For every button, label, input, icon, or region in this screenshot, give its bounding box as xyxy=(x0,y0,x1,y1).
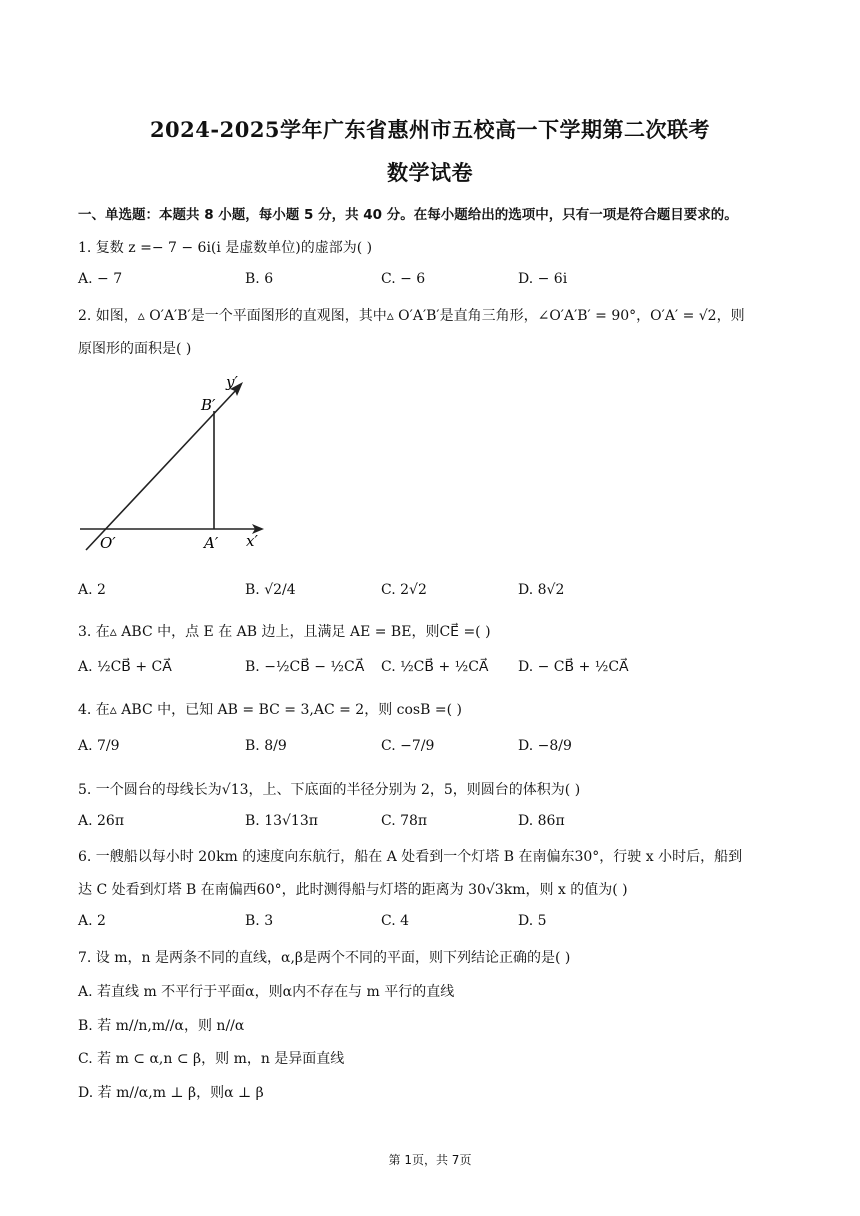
q3-option-b: B. −½CB⃗ − ½CA⃗ xyxy=(245,659,365,675)
q6-option-a: A. 2 xyxy=(78,913,106,929)
q6-option-c: C. 4 xyxy=(381,913,410,929)
label-x-axis: x′ xyxy=(246,532,258,550)
q3-option-c: C. ½CB⃗ + ½CA⃗ xyxy=(381,659,489,675)
question-3-stem: 3. 在▵ ABC 中，点 E 在 AB 边上，且满足 AE = BE，则CE⃗ =( ) xyxy=(78,624,491,640)
q3-option-a: A. ½CB⃗ + CA⃗ xyxy=(78,659,172,675)
q7-option-b: B. 若 m//n,m//α，则 n//α xyxy=(78,1018,245,1034)
label-y-axis: y′ xyxy=(226,373,238,391)
q6-option-b: B. 3 xyxy=(245,913,274,929)
q2-option-b: B. √2/4 xyxy=(245,582,296,598)
q5-option-b: B. 13√13π xyxy=(245,813,318,829)
q5-option-d: D. 86π xyxy=(518,813,565,829)
page-footer: 第 1页，共 7页 xyxy=(388,1153,472,1167)
q2-option-a: A. 2 xyxy=(78,582,106,598)
q3-option-d: D. − CB⃗ + ½CA⃗ xyxy=(518,659,629,675)
q7-option-c: C. 若 m ⊂ α,n ⊂ β，则 m，n 是异面直线 xyxy=(78,1051,345,1067)
question-7-stem: 7. 设 m，n 是两条不同的直线，α,β是两个不同的平面，则下列结论正确的是( ) xyxy=(78,950,571,966)
q4-option-a: A. 7/9 xyxy=(78,738,120,754)
q5-option-a: A. 26π xyxy=(78,813,125,829)
question-4-stem: 4. 在▵ ABC 中，已知 AB = BC = 3,AC = 2，则 cosB =( ) xyxy=(78,702,462,718)
oblique-projection-figure xyxy=(74,370,270,560)
q1-option-a: A. − 7 xyxy=(78,271,123,287)
question-6-stem-line1: 6. 一艘船以每小时 20km 的速度向东航行，船在 A 处看到一个灯塔 B 在南偏东30°，行驶 x 小时后，船到 xyxy=(78,849,743,865)
q2-option-d: D. 8√2 xyxy=(518,582,565,598)
label-o-prime: O′ xyxy=(100,534,116,552)
q2-option-c: C. 2√2 xyxy=(381,582,427,598)
q4-option-b: B. 8/9 xyxy=(245,738,287,754)
q7-option-a: A. 若直线 m 不平行于平面α，则α内不存在与 m 平行的直线 xyxy=(78,984,455,1000)
exam-title: 2024-2025学年广东省惠州市五校高一下学期第二次联考 xyxy=(149,117,711,142)
q5-option-c: C. 78π xyxy=(381,813,428,829)
question-2-stem-line2: 原图形的面积是( ) xyxy=(78,341,192,357)
exam-subtitle: 数学试卷 xyxy=(387,160,473,185)
q1-option-c: C. − 6 xyxy=(381,271,426,287)
question-5-stem: 5. 一个圆台的母线长为√13，上、下底面的半径分别为 2，5，则圆台的体积为( ) xyxy=(78,782,581,798)
question-6-stem-line2: 达 C 处看到灯塔 B 在南偏西60°，此时测得船与灯塔的距离为 30√3km，则 x 的值为( ) xyxy=(78,882,628,898)
q6-option-d: D. 5 xyxy=(518,913,547,929)
question-1-stem: 1. 复数 z =− 7 − 6i(i 是虚数单位)的虚部为( ) xyxy=(78,240,373,256)
question-2-stem-line1: 2. 如图，▵ O′A′B′是一个平面图形的直观图，其中▵ O′A′B′是直角三角形，∠O′A′B′ = 90°，O′A′ = √2，则 xyxy=(78,308,745,324)
q1-option-b: B. 6 xyxy=(245,271,274,287)
label-a-prime: A′ xyxy=(204,534,219,552)
q7-option-d: D. 若 m//α,m ⊥ β，则α ⊥ β xyxy=(78,1085,264,1101)
q1-option-d: D. − 6i xyxy=(518,271,568,287)
q4-option-c: C. −7/9 xyxy=(381,738,435,754)
q4-option-d: D. −8/9 xyxy=(518,738,572,754)
section-heading: 一、单选题：本题共 8 小题，每小题 5 分，共 40 分。在每小题给出的选项中，只有一项是符合题目要求的。 xyxy=(78,207,738,223)
label-b-prime: B′ xyxy=(201,396,216,414)
